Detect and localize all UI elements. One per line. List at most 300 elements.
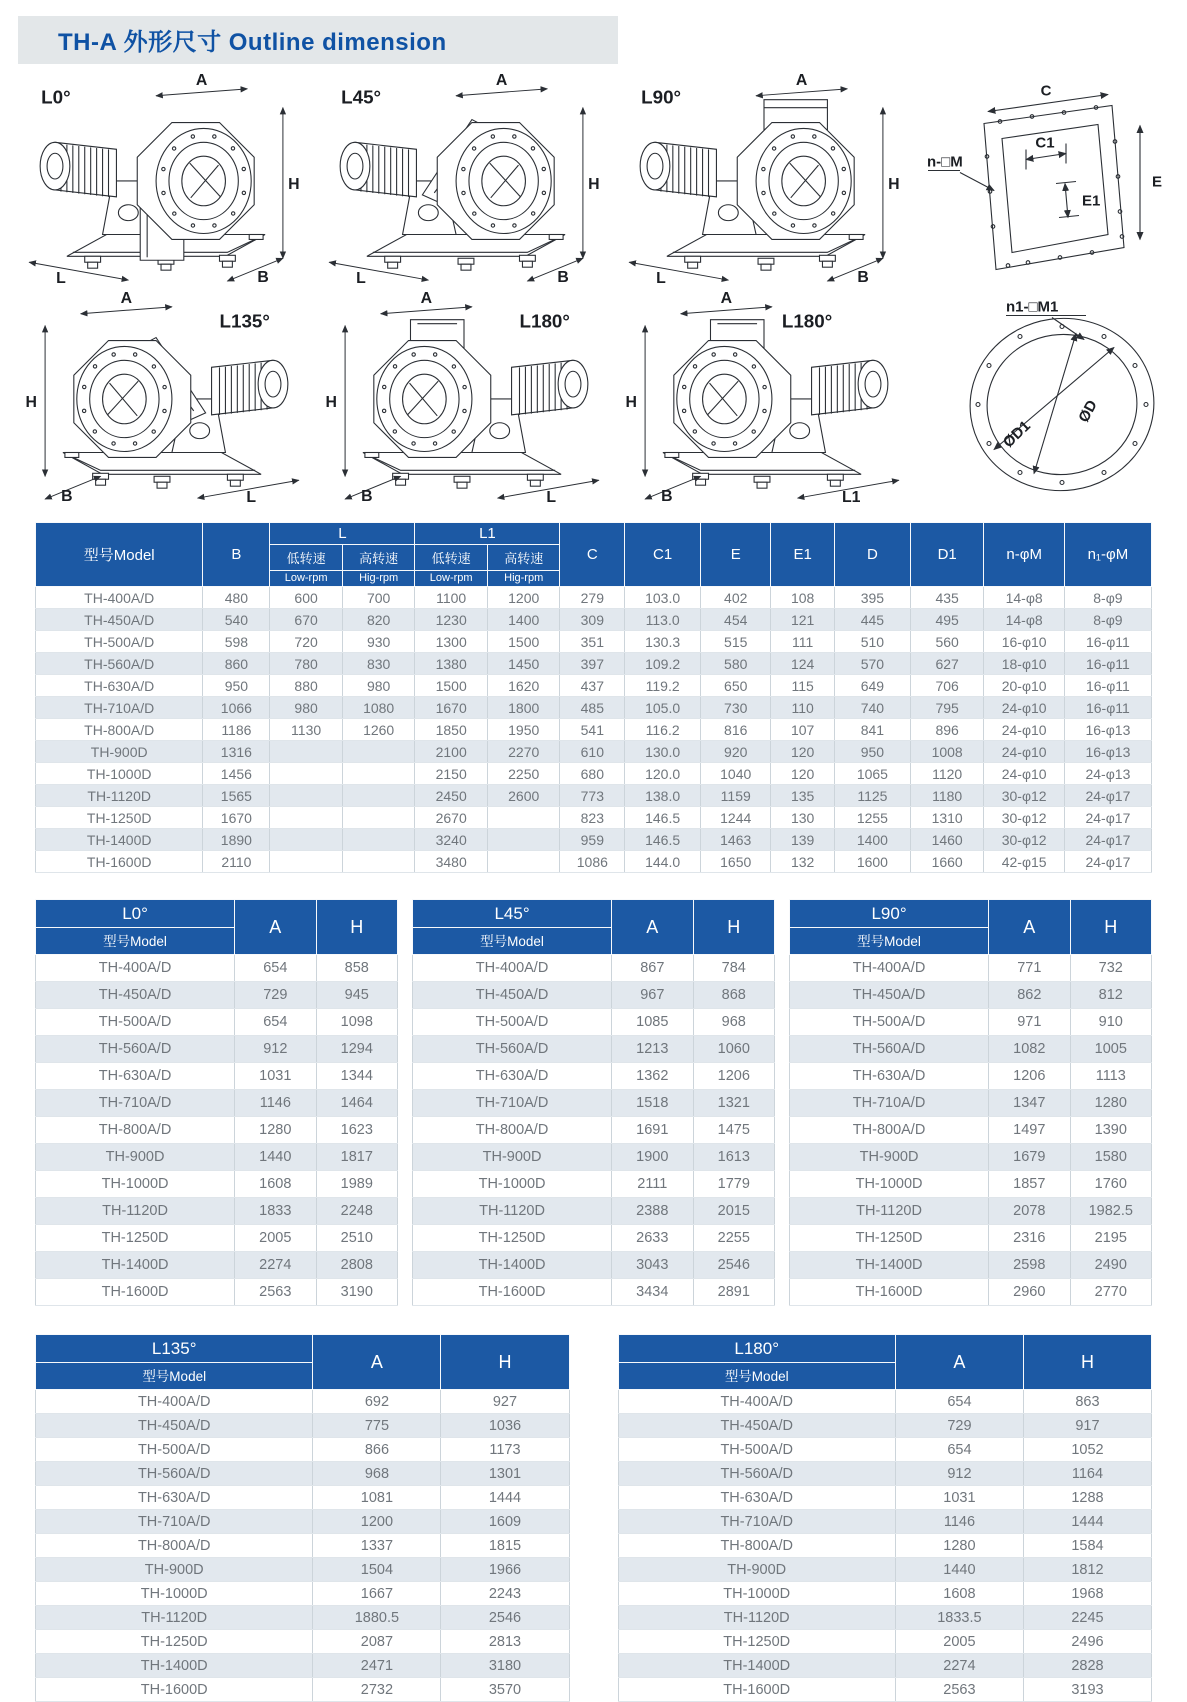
cell: 541 <box>560 719 625 741</box>
cell: 2100 <box>415 741 488 763</box>
cell <box>487 851 560 873</box>
table-row <box>36 675 1152 697</box>
angle-table-l135 <box>35 1334 570 1702</box>
cell: 2598 <box>989 1252 1070 1279</box>
cell: 1280 <box>895 1534 1023 1558</box>
table-row <box>36 1678 570 1702</box>
cell: 124 <box>771 653 835 675</box>
cell: 1475 <box>693 1117 774 1144</box>
table-row <box>618 1414 1152 1438</box>
cell: 24-φ10 <box>984 741 1064 763</box>
cell: 113.0 <box>625 609 701 631</box>
fan-drawing-l45 <box>314 70 614 288</box>
col-header-high-cn: 高转速 <box>487 545 560 571</box>
col-header-c: C <box>560 523 625 587</box>
cell: 24-φ17 <box>1064 807 1151 829</box>
cell: 3480 <box>415 851 488 873</box>
table-row <box>36 829 1152 851</box>
cell: TH-560A/D <box>36 1462 313 1486</box>
cell: 775 <box>313 1414 441 1438</box>
cell: TH-1600D <box>36 1678 313 1702</box>
cell: 111 <box>771 631 835 653</box>
fan-drawing-l180 <box>314 288 614 506</box>
round-flange-holes-label: n1-□M1 <box>1006 298 1059 316</box>
cell: 1833.5 <box>895 1606 1023 1630</box>
cell: TH-1120D <box>36 1198 235 1225</box>
table-row <box>36 1117 398 1144</box>
cell: 654 <box>235 1009 316 1036</box>
cell: 795 <box>910 697 984 719</box>
table-row <box>36 609 1152 631</box>
cell: 1390 <box>1070 1117 1151 1144</box>
cell: 14-φ8 <box>984 609 1064 631</box>
cell: TH-1000D <box>790 1171 989 1198</box>
angle-tables-row-2 <box>35 1334 1152 1702</box>
cell: TH-450A/D <box>36 1414 313 1438</box>
cell <box>270 785 343 807</box>
round-flange-dim-d1: ØD1 <box>999 417 1034 452</box>
cell: TH-630A/D <box>36 675 203 697</box>
cell: TH-800A/D <box>36 1117 235 1144</box>
cell: 610 <box>560 741 625 763</box>
angle-table-title: L45° <box>413 900 612 928</box>
cell: 1613 <box>693 1144 774 1171</box>
cell: 110 <box>771 697 835 719</box>
cell: 1850 <box>415 719 488 741</box>
cell: 1857 <box>989 1171 1070 1198</box>
cell: TH-560A/D <box>36 653 203 675</box>
cell: 980 <box>342 675 415 697</box>
cell: 2546 <box>441 1606 569 1630</box>
cell: 2255 <box>693 1225 774 1252</box>
cell: 863 <box>1023 1390 1151 1414</box>
cell: 692 <box>313 1390 441 1414</box>
cell: 30-φ12 <box>984 829 1064 851</box>
table-row <box>790 955 1152 982</box>
col-header-model: 型号Model <box>36 928 235 955</box>
cell: 1900 <box>612 1144 693 1171</box>
col-header-h: H <box>1023 1335 1151 1390</box>
angle-tables-row-1 <box>35 899 1152 1306</box>
cell: 2960 <box>989 1279 1070 1306</box>
cell: 1255 <box>834 807 910 829</box>
cell: 2111 <box>612 1171 693 1198</box>
table-row <box>618 1390 1152 1414</box>
cell: 1580 <box>1070 1144 1151 1171</box>
cell: 1036 <box>441 1414 569 1438</box>
cell: 1098 <box>316 1009 397 1036</box>
col-header-model: 型号Model <box>413 928 612 955</box>
cell: 130 <box>771 807 835 829</box>
cell: TH-500A/D <box>36 1009 235 1036</box>
round-flange-diagram <box>914 288 1187 506</box>
table-row <box>413 1225 775 1252</box>
cell: 912 <box>235 1036 316 1063</box>
angle-table-l45-box <box>412 899 775 1306</box>
cell: 1497 <box>989 1117 1070 1144</box>
cell: 135 <box>771 785 835 807</box>
cell <box>487 829 560 851</box>
cell: TH-1120D <box>790 1198 989 1225</box>
cell: 2087 <box>313 1630 441 1654</box>
cell: 139 <box>771 829 835 851</box>
cell: 1200 <box>313 1510 441 1534</box>
cell: 2891 <box>693 1279 774 1306</box>
page-title: TH-A 外形尺寸 Outline dimension <box>58 29 447 56</box>
cell: 1779 <box>693 1171 774 1198</box>
cell: 2450 <box>415 785 488 807</box>
cell: 103.0 <box>625 587 701 609</box>
cell: 1620 <box>487 675 560 697</box>
cell: 2274 <box>235 1252 316 1279</box>
cell: 24-φ17 <box>1064 829 1151 851</box>
table-row <box>36 955 398 982</box>
cell: 30-φ12 <box>984 785 1064 807</box>
angle-table-title: L0° <box>36 900 235 928</box>
cell: 3570 <box>441 1678 569 1702</box>
cell: 1608 <box>895 1582 1023 1606</box>
cell: 1812 <box>1023 1558 1151 1582</box>
cell: TH-1400D <box>36 1252 235 1279</box>
cell: 1760 <box>1070 1171 1151 1198</box>
cell: 105.0 <box>625 697 701 719</box>
cell: TH-630A/D <box>413 1063 612 1090</box>
cell: 3434 <box>612 1279 693 1306</box>
cell: TH-1120D <box>618 1606 895 1630</box>
angle-table-title: L90° <box>790 900 989 928</box>
angle-table-l90 <box>789 899 1152 1306</box>
cell: TH-1600D <box>790 1279 989 1306</box>
cell: TH-800A/D <box>790 1117 989 1144</box>
cell: 3190 <box>316 1279 397 1306</box>
table-row <box>413 955 775 982</box>
table-row <box>618 1486 1152 1510</box>
cell: 820 <box>342 609 415 631</box>
table-row <box>618 1558 1152 1582</box>
cell: 927 <box>441 1390 569 1414</box>
table-row <box>36 1198 398 1225</box>
cell: 2770 <box>1070 1279 1151 1306</box>
cell: 130.0 <box>625 741 701 763</box>
cell: 1456 <box>203 763 270 785</box>
cell: 600 <box>270 587 343 609</box>
cell: 16-φ13 <box>1064 741 1151 763</box>
cell: TH-1250D <box>36 1630 313 1654</box>
cell: 2005 <box>235 1225 316 1252</box>
cell: TH-450A/D <box>36 609 203 631</box>
flange-holes-label: n-□M <box>927 153 963 171</box>
cell: 2633 <box>612 1225 693 1252</box>
cell: 16-φ13 <box>1064 719 1151 741</box>
cell: TH-450A/D <box>413 982 612 1009</box>
table-row <box>618 1582 1152 1606</box>
table-row <box>790 1063 1152 1090</box>
cell: 1347 <box>989 1090 1070 1117</box>
cell: 2270 <box>487 741 560 763</box>
col-header-a: A <box>989 900 1070 955</box>
col-header-h: H <box>316 900 397 955</box>
cell: TH-1400D <box>36 1654 313 1678</box>
cell: 866 <box>313 1438 441 1462</box>
table-row <box>36 982 398 1009</box>
col-header-a: A <box>235 900 316 955</box>
cell: 680 <box>560 763 625 785</box>
square-flange-diagram <box>914 70 1187 288</box>
cell <box>487 807 560 829</box>
angle-table-l0 <box>35 899 398 1306</box>
cell <box>342 741 415 763</box>
cell: 2150 <box>415 763 488 785</box>
cell: 720 <box>270 631 343 653</box>
cell: 2250 <box>487 763 560 785</box>
table-row <box>36 1171 398 1198</box>
table-row <box>618 1462 1152 1486</box>
cell: 580 <box>701 653 771 675</box>
cell: 1833 <box>235 1198 316 1225</box>
cell: 1344 <box>316 1063 397 1090</box>
col-header-h: H <box>1070 900 1151 955</box>
cell: 1968 <box>1023 1582 1151 1606</box>
cell <box>270 851 343 873</box>
dim-label: L1 <box>841 489 861 506</box>
cell: 16-φ11 <box>1064 653 1151 675</box>
cell: 729 <box>895 1414 1023 1438</box>
cell: 116.2 <box>625 719 701 741</box>
angle-table-l135-box <box>35 1334 570 1702</box>
cell: 867 <box>612 955 693 982</box>
cell: TH-500A/D <box>790 1009 989 1036</box>
cell: TH-400A/D <box>618 1390 895 1414</box>
main-dimension-table-wrap <box>35 522 1152 873</box>
cell: 1691 <box>612 1117 693 1144</box>
cell: 1880.5 <box>313 1606 441 1630</box>
cell: 1440 <box>895 1558 1023 1582</box>
cell: 109.2 <box>625 653 701 675</box>
cell: 1031 <box>235 1063 316 1090</box>
cell: TH-630A/D <box>618 1486 895 1510</box>
cell: 812 <box>1070 982 1151 1009</box>
col-header-high-cn: 高转速 <box>342 545 415 571</box>
cell: TH-1120D <box>36 785 203 807</box>
col-header-l1: L1 <box>415 523 560 545</box>
cell: 1213 <box>612 1036 693 1063</box>
cell: 1440 <box>235 1144 316 1171</box>
table-row <box>36 719 1152 741</box>
cell: 16-φ11 <box>1064 631 1151 653</box>
cell: 560 <box>910 631 984 653</box>
cell: TH-450A/D <box>36 982 235 1009</box>
cell: 2274 <box>895 1654 1023 1678</box>
table-row <box>36 1486 570 1510</box>
table-row <box>36 697 1152 719</box>
dim-label: B <box>361 488 373 506</box>
cell: TH-1400D <box>790 1252 989 1279</box>
cell: 858 <box>316 955 397 982</box>
flange-dim-c1: C1 <box>1035 134 1055 152</box>
fan-drawing-l90 <box>614 70 914 288</box>
col-header-a: A <box>612 900 693 955</box>
cell: 1005 <box>1070 1036 1151 1063</box>
table-row <box>36 763 1152 785</box>
cell: 2005 <box>895 1630 1023 1654</box>
cell: 120 <box>771 763 835 785</box>
cell: 1100 <box>415 587 488 609</box>
cell: 2388 <box>612 1198 693 1225</box>
cell: 945 <box>316 982 397 1009</box>
cell: 3180 <box>441 1654 569 1678</box>
cell: 351 <box>560 631 625 653</box>
cell: 18-φ10 <box>984 653 1064 675</box>
cell: 649 <box>834 675 910 697</box>
table-row <box>36 741 1152 763</box>
main-dimension-table <box>35 522 1152 873</box>
angle-table-l180 <box>618 1334 1153 1702</box>
cell: 1206 <box>693 1063 774 1090</box>
col-header-high-en: Hig-rpm <box>487 571 560 587</box>
cell: 706 <box>910 675 984 697</box>
cell: 2600 <box>487 785 560 807</box>
table-row <box>36 653 1152 675</box>
dim-label: B <box>661 488 673 506</box>
table-row <box>618 1534 1152 1558</box>
cell <box>270 741 343 763</box>
cell: 2316 <box>989 1225 1070 1252</box>
col-header-model: 型号Model <box>618 1363 895 1390</box>
cell <box>342 829 415 851</box>
cell: 729 <box>235 982 316 1009</box>
drawings-row-2 <box>6 288 1181 506</box>
cell: 1460 <box>910 829 984 851</box>
cell: 540 <box>203 609 270 631</box>
dim-label: H <box>25 393 37 411</box>
cell: TH-710A/D <box>790 1090 989 1117</box>
main-table-body <box>36 587 1152 873</box>
outline-drawings <box>6 70 1181 506</box>
cell: TH-500A/D <box>618 1438 895 1462</box>
cell: 1817 <box>316 1144 397 1171</box>
fan-drawing-l0 <box>14 70 314 288</box>
cell: TH-800A/D <box>618 1534 895 1558</box>
col-header-nm: n-φM <box>984 523 1064 587</box>
cell: 930 <box>342 631 415 653</box>
cell: 120 <box>771 741 835 763</box>
cell: 841 <box>834 719 910 741</box>
cell: 654 <box>895 1438 1023 1462</box>
cell: 1518 <box>612 1090 693 1117</box>
cell: 917 <box>1023 1414 1151 1438</box>
cell: 1164 <box>1023 1462 1151 1486</box>
angle-table-l135-body <box>36 1390 570 1702</box>
dim-label: L <box>546 489 557 506</box>
cell: 2243 <box>441 1582 569 1606</box>
cell: 959 <box>560 829 625 851</box>
cell: 1464 <box>316 1090 397 1117</box>
cell: 2563 <box>895 1678 1023 1702</box>
cell: 130.3 <box>625 631 701 653</box>
cell: 1159 <box>701 785 771 807</box>
cell <box>342 785 415 807</box>
cell: 146.5 <box>625 807 701 829</box>
fan-drawing-l180-b <box>614 288 914 506</box>
table-row <box>790 1090 1152 1117</box>
cell: 950 <box>834 741 910 763</box>
cell: 1463 <box>701 829 771 851</box>
cell: 1080 <box>342 697 415 719</box>
col-header-high-en: Hig-rpm <box>342 571 415 587</box>
table-row <box>790 1279 1152 1306</box>
table-row <box>790 1144 1152 1171</box>
dim-label: A <box>195 71 208 89</box>
cell: 24-φ13 <box>1064 763 1151 785</box>
cell: 3240 <box>415 829 488 851</box>
cell: 1230 <box>415 609 488 631</box>
col-header-d1: D1 <box>910 523 984 587</box>
table-row <box>36 1414 570 1438</box>
cell: TH-900D <box>790 1144 989 1171</box>
cell: 920 <box>701 741 771 763</box>
col-header-model: 型号Model <box>36 1363 313 1390</box>
table-row <box>36 807 1152 829</box>
cell: 654 <box>235 955 316 982</box>
dim-label: L <box>56 270 66 288</box>
cell: TH-710A/D <box>36 1090 235 1117</box>
table-row <box>36 1606 570 1630</box>
cell: 1316 <box>203 741 270 763</box>
cell: 1337 <box>313 1534 441 1558</box>
cell: 2732 <box>313 1678 441 1702</box>
round-flange-dim-d: ØD <box>1075 397 1101 426</box>
cell <box>342 807 415 829</box>
table-row <box>790 1036 1152 1063</box>
cell: TH-1000D <box>618 1582 895 1606</box>
table-row <box>413 1171 775 1198</box>
col-header-model: 型号Model <box>36 523 203 587</box>
angle-table-l180-body <box>618 1390 1152 1702</box>
angle-table-l90-box <box>789 899 1152 1306</box>
cell: 773 <box>560 785 625 807</box>
cell: 309 <box>560 609 625 631</box>
cell: 980 <box>270 697 343 719</box>
cell: TH-1250D <box>36 807 203 829</box>
cell: 1008 <box>910 741 984 763</box>
cell: 1650 <box>701 851 771 873</box>
cell: 1260 <box>342 719 415 741</box>
angle-table-l0-body <box>36 955 398 1306</box>
cell: TH-630A/D <box>36 1063 235 1090</box>
cell: TH-560A/D <box>790 1036 989 1063</box>
cell: TH-1600D <box>36 1279 235 1306</box>
cell: 1608 <box>235 1171 316 1198</box>
cell: 3043 <box>612 1252 693 1279</box>
table-row <box>790 1117 1152 1144</box>
dim-label: A <box>120 289 133 307</box>
table-row <box>790 1252 1152 1279</box>
cell: 402 <box>701 587 771 609</box>
dim-label: A <box>420 289 433 307</box>
cell: 1244 <box>701 807 771 829</box>
cell: 912 <box>895 1462 1023 1486</box>
cell: 2110 <box>203 851 270 873</box>
cell: 8-φ9 <box>1064 609 1151 631</box>
cell: TH-1250D <box>36 1225 235 1252</box>
cell: 670 <box>270 609 343 631</box>
cell: 121 <box>771 609 835 631</box>
cell: TH-1400D <box>413 1252 612 1279</box>
angle-table-l45-body <box>413 955 775 1306</box>
cell: TH-1120D <box>36 1606 313 1630</box>
cell: TH-900D <box>413 1144 612 1171</box>
table-row <box>36 1225 398 1252</box>
